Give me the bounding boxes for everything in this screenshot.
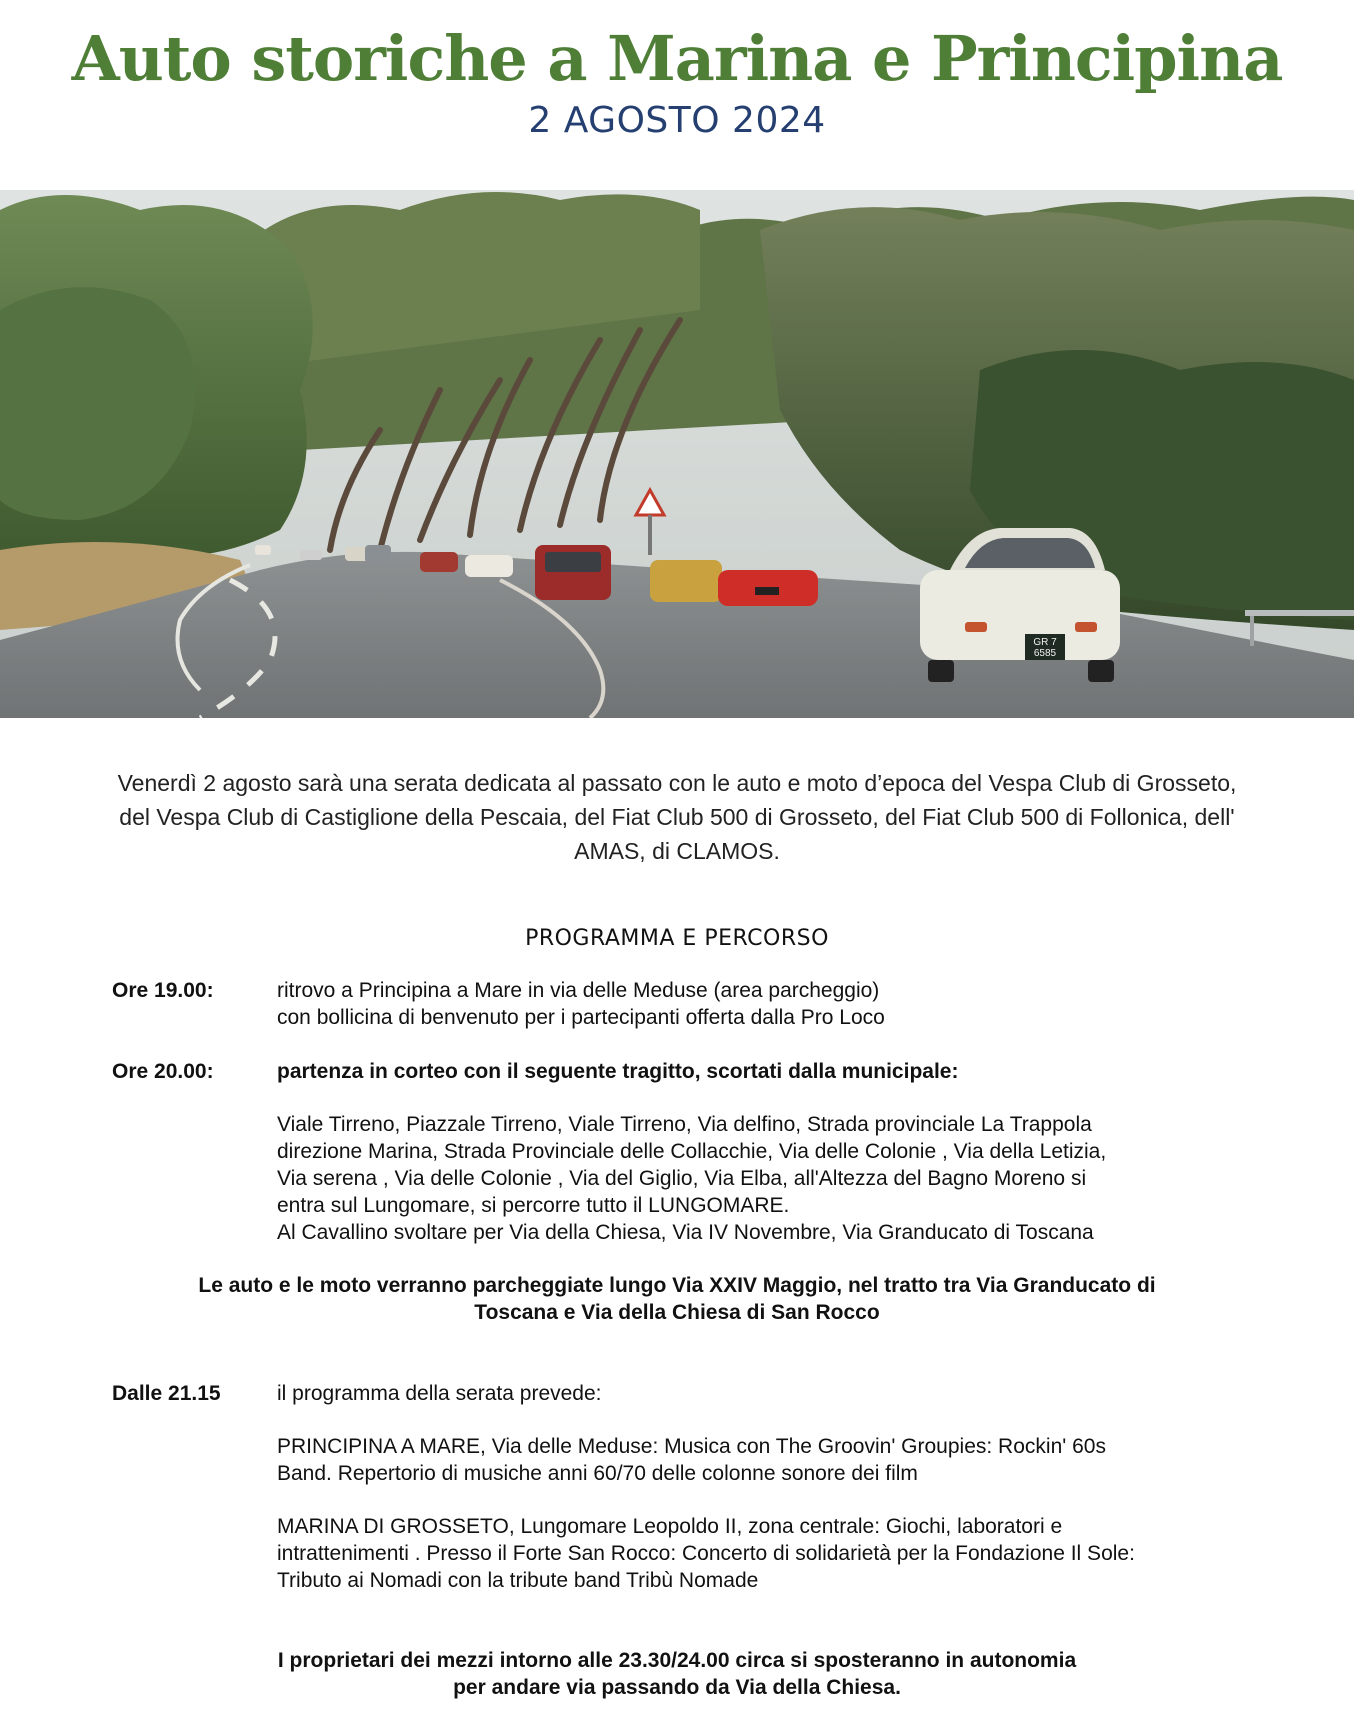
page-title: Auto storiche a Marina e Principina [71,22,1283,95]
principina-line-2: Band. Repertorio di musiche anni 60/70 delle colonne sonore dei film [277,1462,918,1485]
time-label-2115: Dalle 21.15 [112,1382,221,1405]
section-title: PROGRAMMA E PERCORSO [525,926,829,951]
parking-line-1: Le auto e le moto verranno parcheggiate lungo Via XXIV Maggio, nel tratto tra Via Granducato di [198,1274,1156,1297]
ore20-heading: partenza in corteo con il seguente tragitto, scortati dalla municipale: [277,1060,959,1083]
route-line-4: entra sul Lungomare, si percorre tutto il LUNGOMARE. [277,1194,790,1217]
license-plate-top: GR 7 [1033,637,1057,648]
ore19-line2: con bollicina di benvenuto per i partecipanti offerta dalla Pro Loco [277,1006,885,1029]
ore19-line1: ritrovo a Principina a Mare in via delle Meduse (area parcheggio) [277,979,880,1002]
closing-line-2: per andare via passando da Via della Chiesa. [453,1676,901,1699]
dalle-intro: il programma della serata prevede: [277,1382,602,1405]
route-line-1: Viale Tirreno, Piazzale Tirreno, Viale Tirreno, Via delfino, Strada provinciale La Trappola [277,1113,1092,1136]
route-line-3: Via serena , Via delle Colonie , Via del Giglio, Via Elba, all'Altezza del Bagno Moreno si [277,1167,1087,1190]
route-line-5: Al Cavallino svoltare per Via della Chiesa, Via IV Novembre, Via Granducato di Toscana [277,1221,1094,1244]
event-date: 2 AGOSTO 2024 [528,100,826,141]
route-line-2: direzione Marina, Strada Provinciale delle Collacchie, Via delle Colonie , Via della Letizia, [277,1140,1107,1163]
principina-line-1: PRINCIPINA A MARE, Via delle Meduse: Musica con The Groovin' Groupies: Rockin' 60s [277,1435,1106,1458]
parking-line-2: Toscana e Via della Chiesa di San Rocco [474,1301,880,1324]
photo-illustration [0,190,1354,718]
vintage-cars-photo [0,190,1354,718]
marina-line-1: MARINA DI GROSSETO, Lungomare Leopoldo II, zona centrale: Giochi, laboratori e [277,1515,1063,1538]
license-plate-bottom: 6585 [1033,648,1057,659]
time-label-2000: Ore 20.00: [112,1060,214,1083]
closing-line-1: I proprietari dei mezzi intorno alle 23.30/24.00 circa si sposteranno in autonomia [277,1649,1077,1672]
marina-line-2: intrattenimenti . Presso il Forte San Rocco: Concerto di solidarietà per la Fondazione Il Sole: [277,1542,1135,1565]
marina-line-3: Tributo ai Nomadi con la tribute band Tribù Nomade [277,1569,759,1592]
intro-paragraph: Venerdì 2 agosto sarà una serata dedicata al passato con le auto e moto d’epoca del Vespa Club di Grosseto, del Vespa Club di Castiglione della Pescaia, del Fiat Club 500 di Grosseto, del Fiat Club 500 di Follonica, dell' AMAS, di CLAMOS. [117,770,1237,864]
time-label-1900: Ore 19.00: [112,979,214,1002]
